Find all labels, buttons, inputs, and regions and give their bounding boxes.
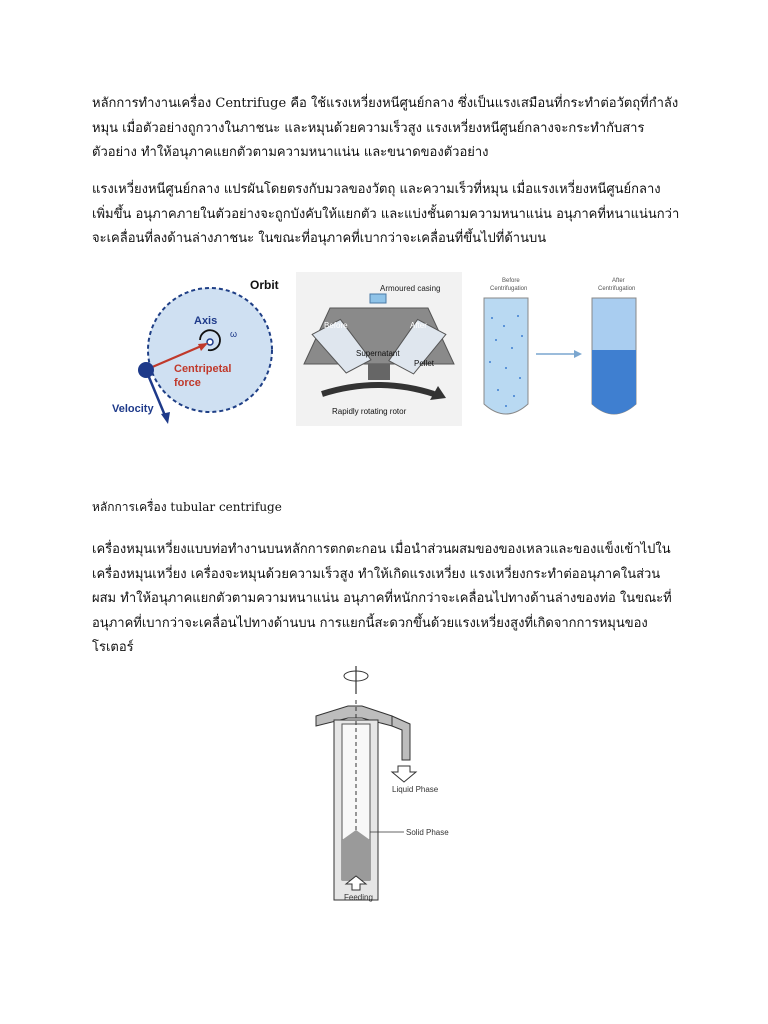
armoured-casing-label: Armoured casing xyxy=(380,284,441,293)
rotor-diagram xyxy=(296,272,462,426)
before-tube-liquid xyxy=(484,298,528,414)
before-cf-label-2: Centrifugation xyxy=(490,286,528,292)
paragraph-centrifuge-principle: หลักการทำงานเครื่อง Centrifuge คือ ใช้แรงเหวี่ยงหนีศูนย์กลาง ซึ่งเป็นแรงเสมือนที่กระทำต่อวัตถุที่กำลังหมุน เมื่อตัวอย่างถูกวางในภาชนะ และหมุนด้วยความเร็วสูง แรงเหวี่ยงหนีศูนย์กลางจะกระทำกับสารตัวอย่าง ทำให้อนุภาคแยกตัวตามความหนาแน่น และขนาดของตัวอย่าง xyxy=(92,96,679,160)
after-cf-label-1: After xyxy=(612,278,625,284)
tubular-centrifuge-figure xyxy=(266,660,470,904)
paragraph-centrifugal-force: แรงเหวี่ยงหนีศูนย์กลาง แปรผันโดยตรงกับมวลของวัตถุ และความเร็วที่หมุน เมื่อแรงเหวี่ยงหนีศูนย์กลางเพิ่มขึ้น อนุภาคภายในตัวอย่างจะถูกบังคับให้แยกตัว และแบ่งชั้นตามความหนาแน่น อนุภาคที่หนาแน่นกว่าจะเคลื่อนที่ลงด้านล่างภาชนะ ในขณะที่อนุภาคที่เบากว่าจะเคลื่อนที่ขึ้นไปที่ด้านบน xyxy=(92,182,680,246)
tubular-centrifuge-svg xyxy=(266,660,470,904)
axis-point xyxy=(207,339,213,345)
before-cf-label-1: Before xyxy=(502,278,520,284)
velocity-arrowhead-icon xyxy=(161,412,170,424)
centrifuge-figure xyxy=(108,268,660,428)
transition-arrowhead-icon xyxy=(574,350,582,358)
feeding-label: Feeding xyxy=(344,893,373,902)
solid-phase-deposit xyxy=(342,830,370,880)
rotor-shaft xyxy=(368,364,390,380)
orbit-label: Orbit xyxy=(250,278,279,292)
rotor-cap xyxy=(370,294,386,303)
centrifuge-figure-svg xyxy=(108,268,660,428)
rotor-label: Rapidly rotating rotor xyxy=(332,407,407,416)
paragraph-tubular-centrifuge: เครื่องหมุนเหวี่ยงแบบท่อทำงานบนหลักการตกตะกอน เมื่อนำส่วนผสมของของเหลวและของแข็งเข้าไปในเครื่องหมุนเหวี่ยง เครื่องจะหมุนด้วยความเร็วสูง ทำให้เกิดแรงเหวี่ยง แรงเหวี่ยงกระทำต่ออนุภาคในส่วนผสม ทำให้อนุภาคแยกตัวตามความหนาแน่น อนุภาคที่หนักกว่าจะเคลื่อนไปทางด้านล่างของท่อ ในขณะที่อนุภาคที่เบากว่าจะเคลื่อนไปทางด้านบน การแยกนี้สะดวกขึ้นด้วยแรงเหวี่ยงสูงที่เกิดจากการหมุนของโรเตอร์ xyxy=(92,542,672,655)
velocity-label: Velocity xyxy=(112,403,154,415)
liquid-phase-arrow-icon xyxy=(392,766,416,782)
liquid-outlet-pipe xyxy=(392,716,410,760)
force-label: force xyxy=(174,377,201,389)
tubes-diagram xyxy=(484,278,636,414)
axis-label: Axis xyxy=(194,315,218,327)
after-tube-label: After xyxy=(410,321,427,330)
after-tube-sediment xyxy=(592,350,636,414)
supernatant-label: Supernatant xyxy=(356,349,400,358)
pellet-label: Pellet xyxy=(414,359,435,368)
liquid-phase-label: Liquid Phase xyxy=(392,785,439,794)
after-cf-label-2: Centrifugation xyxy=(598,286,636,292)
before-tube-label: Before xyxy=(324,321,348,330)
omega-label: ω xyxy=(230,329,238,339)
orbit-diagram xyxy=(112,278,279,424)
tubular-centrifuge-heading: หลักการเครื่อง tubular centrifuge xyxy=(92,500,282,514)
solid-phase-label: Solid Phase xyxy=(406,828,449,837)
centripetal-label: Centripetal xyxy=(174,363,232,375)
